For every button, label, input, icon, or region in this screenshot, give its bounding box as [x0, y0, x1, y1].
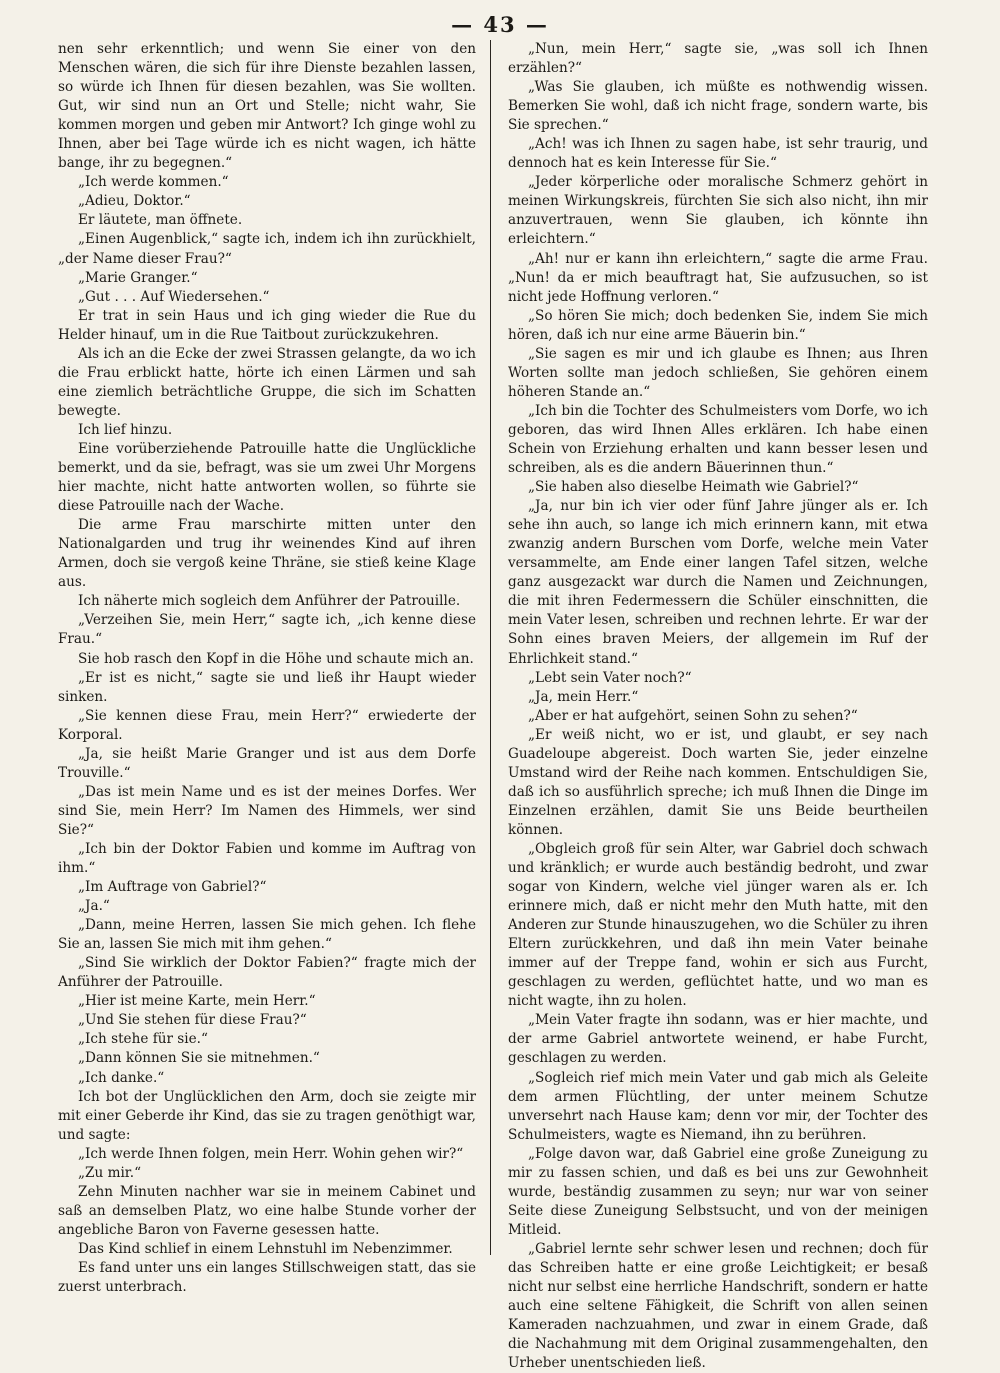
paragraph: „Nun, mein Herr,“ sagte sie, „was soll ich Ihnen erzählen?“: [508, 41, 928, 77]
paragraph: „Ich stehe für sie.“: [78, 1031, 208, 1048]
paragraph: „Lebt sein Vater noch?“: [528, 669, 692, 686]
paragraph: „Jeder körperliche oder moralische Schmerz gehört in meinen Wirkungskreis, fürchten Sie sich also nicht, ihn mir anzuvertrauen, wenn Sie glauben, ich könnte ihn erleichtern.“: [508, 174, 928, 248]
paragraph: „Sie haben also dieselbe Heimath wie Gabriel?“: [528, 479, 859, 496]
paragraph: „Ich werde kommen.“: [78, 174, 229, 191]
paragraph: Die arme Frau marschirte mitten unter den Nationalgarden und trug ihr weinendes Kind auf ihren Armen, doch sie vergoß keine Thräne, sie stieß keine Klage aus.: [58, 517, 476, 591]
paragraph: Er läutete, man öffnete.: [78, 212, 243, 229]
paragraph: „Mein Vater fragte ihn sodann, was er hier machte, und der arme Gabriel antwortete weinend, er habe Furcht, geschlagen zu werden.: [508, 1012, 928, 1067]
paragraph: „Marie Granger.“: [78, 269, 198, 286]
paragraph: Zehn Minuten nachher war sie in meinem Cabinet und saß an demselben Platz, wo eine halbe Stunde vorher der angebliche Baron von Faverne gesessen hatte.: [58, 1183, 476, 1238]
paragraph: nen sehr erkenntlich; und wenn Sie einer von den Menschen wären, die sich für ihre Dienste bezahlen lassen, so würde ich Ihnen für diesen bezahlen, was Sie wollten. Gut, wir sind nun an Ort und Stelle; nicht wahr, Sie kommen morgen und geben mir Antwort? Ich ginge wohl zu Ihnen, aber bei Tage würde ich es nicht wagen, ich hätte bange, ihr zu begegnen.“: [58, 41, 476, 172]
paragraph: Er trat in sein Haus und ich ging wieder die Rue du Helder hinauf, um in die Rue Taitbout zurückzukehren.: [58, 307, 476, 343]
paragraph: „So hören Sie mich; doch bedenken Sie, indem Sie mich hören, daß ich nur eine arme Bäuerin bin.“: [508, 307, 928, 343]
paragraph: „Ich bin der Doktor Fabien und komme im Auftrag von ihm.“: [58, 840, 476, 877]
paragraph: „Ich danke.“: [78, 1069, 165, 1086]
paragraph: „Und Sie stehen für diese Frau?“: [78, 1012, 307, 1029]
right-column: [508, 40, 928, 1372]
paragraph: „Sie kennen diese Frau, mein Herr?“ erwiederte der Korporal.: [58, 707, 476, 743]
paragraph: Sie hob rasch den Kopf in die Höhe und schaute mich an.: [78, 650, 474, 667]
left-column: [58, 40, 476, 1330]
paragraph: Das Kind schlief in einem Lehnstuhl im Nebenzimmer.: [78, 1240, 453, 1257]
paragraph: „Ach! was ich Ihnen zu sagen habe, ist sehr traurig, und dennoch hat es kein Interesse für Sie.“: [508, 136, 928, 172]
paragraph: „Er weiß nicht, wo er ist, und glaubt, er sey nach Guadeloupe abgereist. Doch warten Sie, jeder einzelne Umstand wird der Reihe nach kommen. Entschuldigen Sie, daß ich so ausführlich spreche; ich muß Ihnen die Dinge im Einzelnen erzählen, damit Sie uns Beide beurtheilen können.: [508, 726, 928, 838]
paragraph: „Obgleich groß für sein Alter, war Gabriel doch schwach und kränklich; er wurde auch beständig bedroht, und zwar sogar von Kindern, welche viel jünger waren als er. Ich erinnere mich, daß er nicht mehr den Muth hatte, mit den Anderen zur Stunde hinauszugehen, wo die Schüler zu ihren Eltern zurückkehren, und daß ihn mein Vater beinahe immer auf der Treppe fand, wohin er sich aus Furcht, geschlagen zu werden, geflüchtet hatte, und wo man es nicht wagte, ihn zu holen.: [508, 840, 928, 1010]
paragraph: „Ja.“: [78, 898, 110, 915]
paragraph: „Sind Sie wirklich der Doktor Fabien?“ fragte mich der Anführer der Patrouille.: [58, 955, 476, 991]
page-number: — 43 —: [451, 12, 549, 37]
paragraph: Ich lief hinzu.: [78, 421, 173, 438]
paragraph: „Ich werde Ihnen folgen, mein Herr. Wohin gehen wir?“: [78, 1145, 464, 1162]
paragraph: Ich bot der Unglücklichen den Arm, doch sie zeigte mir mit einer Geberde ihr Kind, das sie zu tragen genöthigt war, und sagte:: [58, 1088, 476, 1143]
paragraph: „Einen Augenblick,“ sagte ich, indem ich ihn zurückhielt, „der Name dieser Frau?“: [58, 231, 476, 267]
paragraph: „Adieu, Doktor.“: [78, 193, 191, 210]
paragraph: „Ja, nur bin ich vier oder fünf Jahre jünger als er. Ich sehe ihn auch, so lange ich mich erinnern kann, mit etwa zwanzig andern Burschen vom Dorfe, welche mein Vater versammelte, am Ende einer langen Tafel sitzen, welche ganz ausgezackt war durch die Namen und Zeichnungen, die mit ihren Federmessern die Schüler einschnitten, die mein Vater lesen, schreiben und rechnen lehrte. Er war der Sohn eines braven Meiers, der allgemein im Ruf der Ehrlichkeit stand.“: [508, 498, 928, 667]
paragraph: „Aber er hat aufgehört, seinen Sohn zu sehen?“: [528, 707, 858, 724]
paragraph: „Zu mir.“: [78, 1164, 142, 1181]
paragraph: „Gut . . . Auf Wiedersehen.“: [78, 288, 270, 305]
paragraph: Eine vorüberziehende Patrouille hatte die Unglückliche bemerkt, und da sie, befragt, was sie um zwei Uhr Morgens hier machte, nicht hatte antworten wollen, so führte sie diese Patrouille nach der Wache.: [58, 440, 476, 515]
paragraph: „Sie sagen es mir und ich glaube es Ihnen; aus Ihren Worten sollte man jedoch schließen, Sie gehören einem höheren Stande an.“: [508, 345, 928, 400]
paragraph: „Ich bin die Tochter des Schulmeisters vom Dorfe, wo ich geboren, das wird Ihnen Alles erklären. Ich habe einen Schein von Erziehung erhalten und kann besser lesen und schreiben, als es die andern Bäuerinnen thun.“: [508, 402, 928, 477]
paragraph: „Ja, sie heißt Marie Granger und ist aus dem Dorfe Trouville.“: [58, 745, 476, 781]
paragraph: Als ich an die Ecke der zwei Strassen gelangte, da wo ich die Frau erblickt hatte, hörte ich einen Lärmen und sah eine ziemlich beträchtliche Gruppe, die sich im Schatten bewegte.: [58, 345, 476, 419]
paragraph: „Dann können Sie sie mitnehmen.“: [78, 1050, 320, 1067]
paragraph: „Hier ist meine Karte, mein Herr.“: [78, 993, 316, 1010]
paragraph: „Ja, mein Herr.“: [528, 688, 639, 705]
paragraph: „Ah! nur er kann ihn erleichtern,“ sagte die arme Frau. „Nun! da er mich beauftragt hat, Sie aufzusuchen, so ist nicht jede Hoffnung verloren.“: [508, 250, 928, 305]
paragraph: „Er ist es nicht,“ sagte sie und ließ ihr Haupt wieder sinken.: [58, 669, 476, 705]
paragraph: „Sogleich rief mich mein Vater und gab mich als Geleite dem armen Flüchtling, der unter meinem Schutze unversehrt nach Hause kam; denn vor mir, der Tochter des Schulmeisters, wagte es Niemand, ihn zu berühren.: [508, 1069, 928, 1143]
paragraph: „Was Sie glauben, ich müßte es nothwendig wissen. Bemerken Sie wohl, daß ich nicht frage, sondern warte, bis Sie sprechen.“: [508, 79, 928, 134]
paragraph: „Dann, meine Herren, lassen Sie mich gehen. Ich flehe Sie an, lassen Sie mich mit ihm gehen.“: [58, 917, 476, 953]
paragraph: „Verzeihen Sie, mein Herr,“ sagte ich, „ich kenne diese Frau.“: [58, 612, 476, 648]
paragraph: „Folge davon war, daß Gabriel eine große Zuneigung zu mir zu fassen schien, und daß es bei uns zur Gewohnheit wurde, beständig zusammen zu seyn; nur war von seiner Seite diese Zuneigung Selbstsucht, und von der meinigen Mitleid.: [508, 1145, 928, 1238]
paragraph: „Gabriel lernte sehr schwer lesen und rechnen; doch für das Schreiben hatte er eine große Leichtigkeit; er besaß nicht nur selbst eine herrliche Handschrift, sondern er hatte auch eine seltene Fähigkeit, die Schrift von allen seinen Kameraden nachzuahmen, und zwar in einem Grade, daß die Nachahmung mit dem Original zusammengehalten, den Urheber unentschieden ließ.: [508, 1240, 928, 1372]
paragraph: Es fand unter uns ein langes Stillschweigen statt, das sie zuerst unterbrach.: [58, 1260, 476, 1296]
paragraph: „Im Auftrage von Gabriel?“: [78, 879, 267, 896]
paragraph: „Das ist mein Name und es ist der meines Dorfes. Wer sind Sie, mein Herr? Im Namen des Himmels, wer sind Sie?“: [58, 783, 476, 838]
column-divider: [490, 40, 491, 1255]
paragraph: Ich näherte mich sogleich dem Anführer der Patrouille.: [78, 593, 461, 610]
